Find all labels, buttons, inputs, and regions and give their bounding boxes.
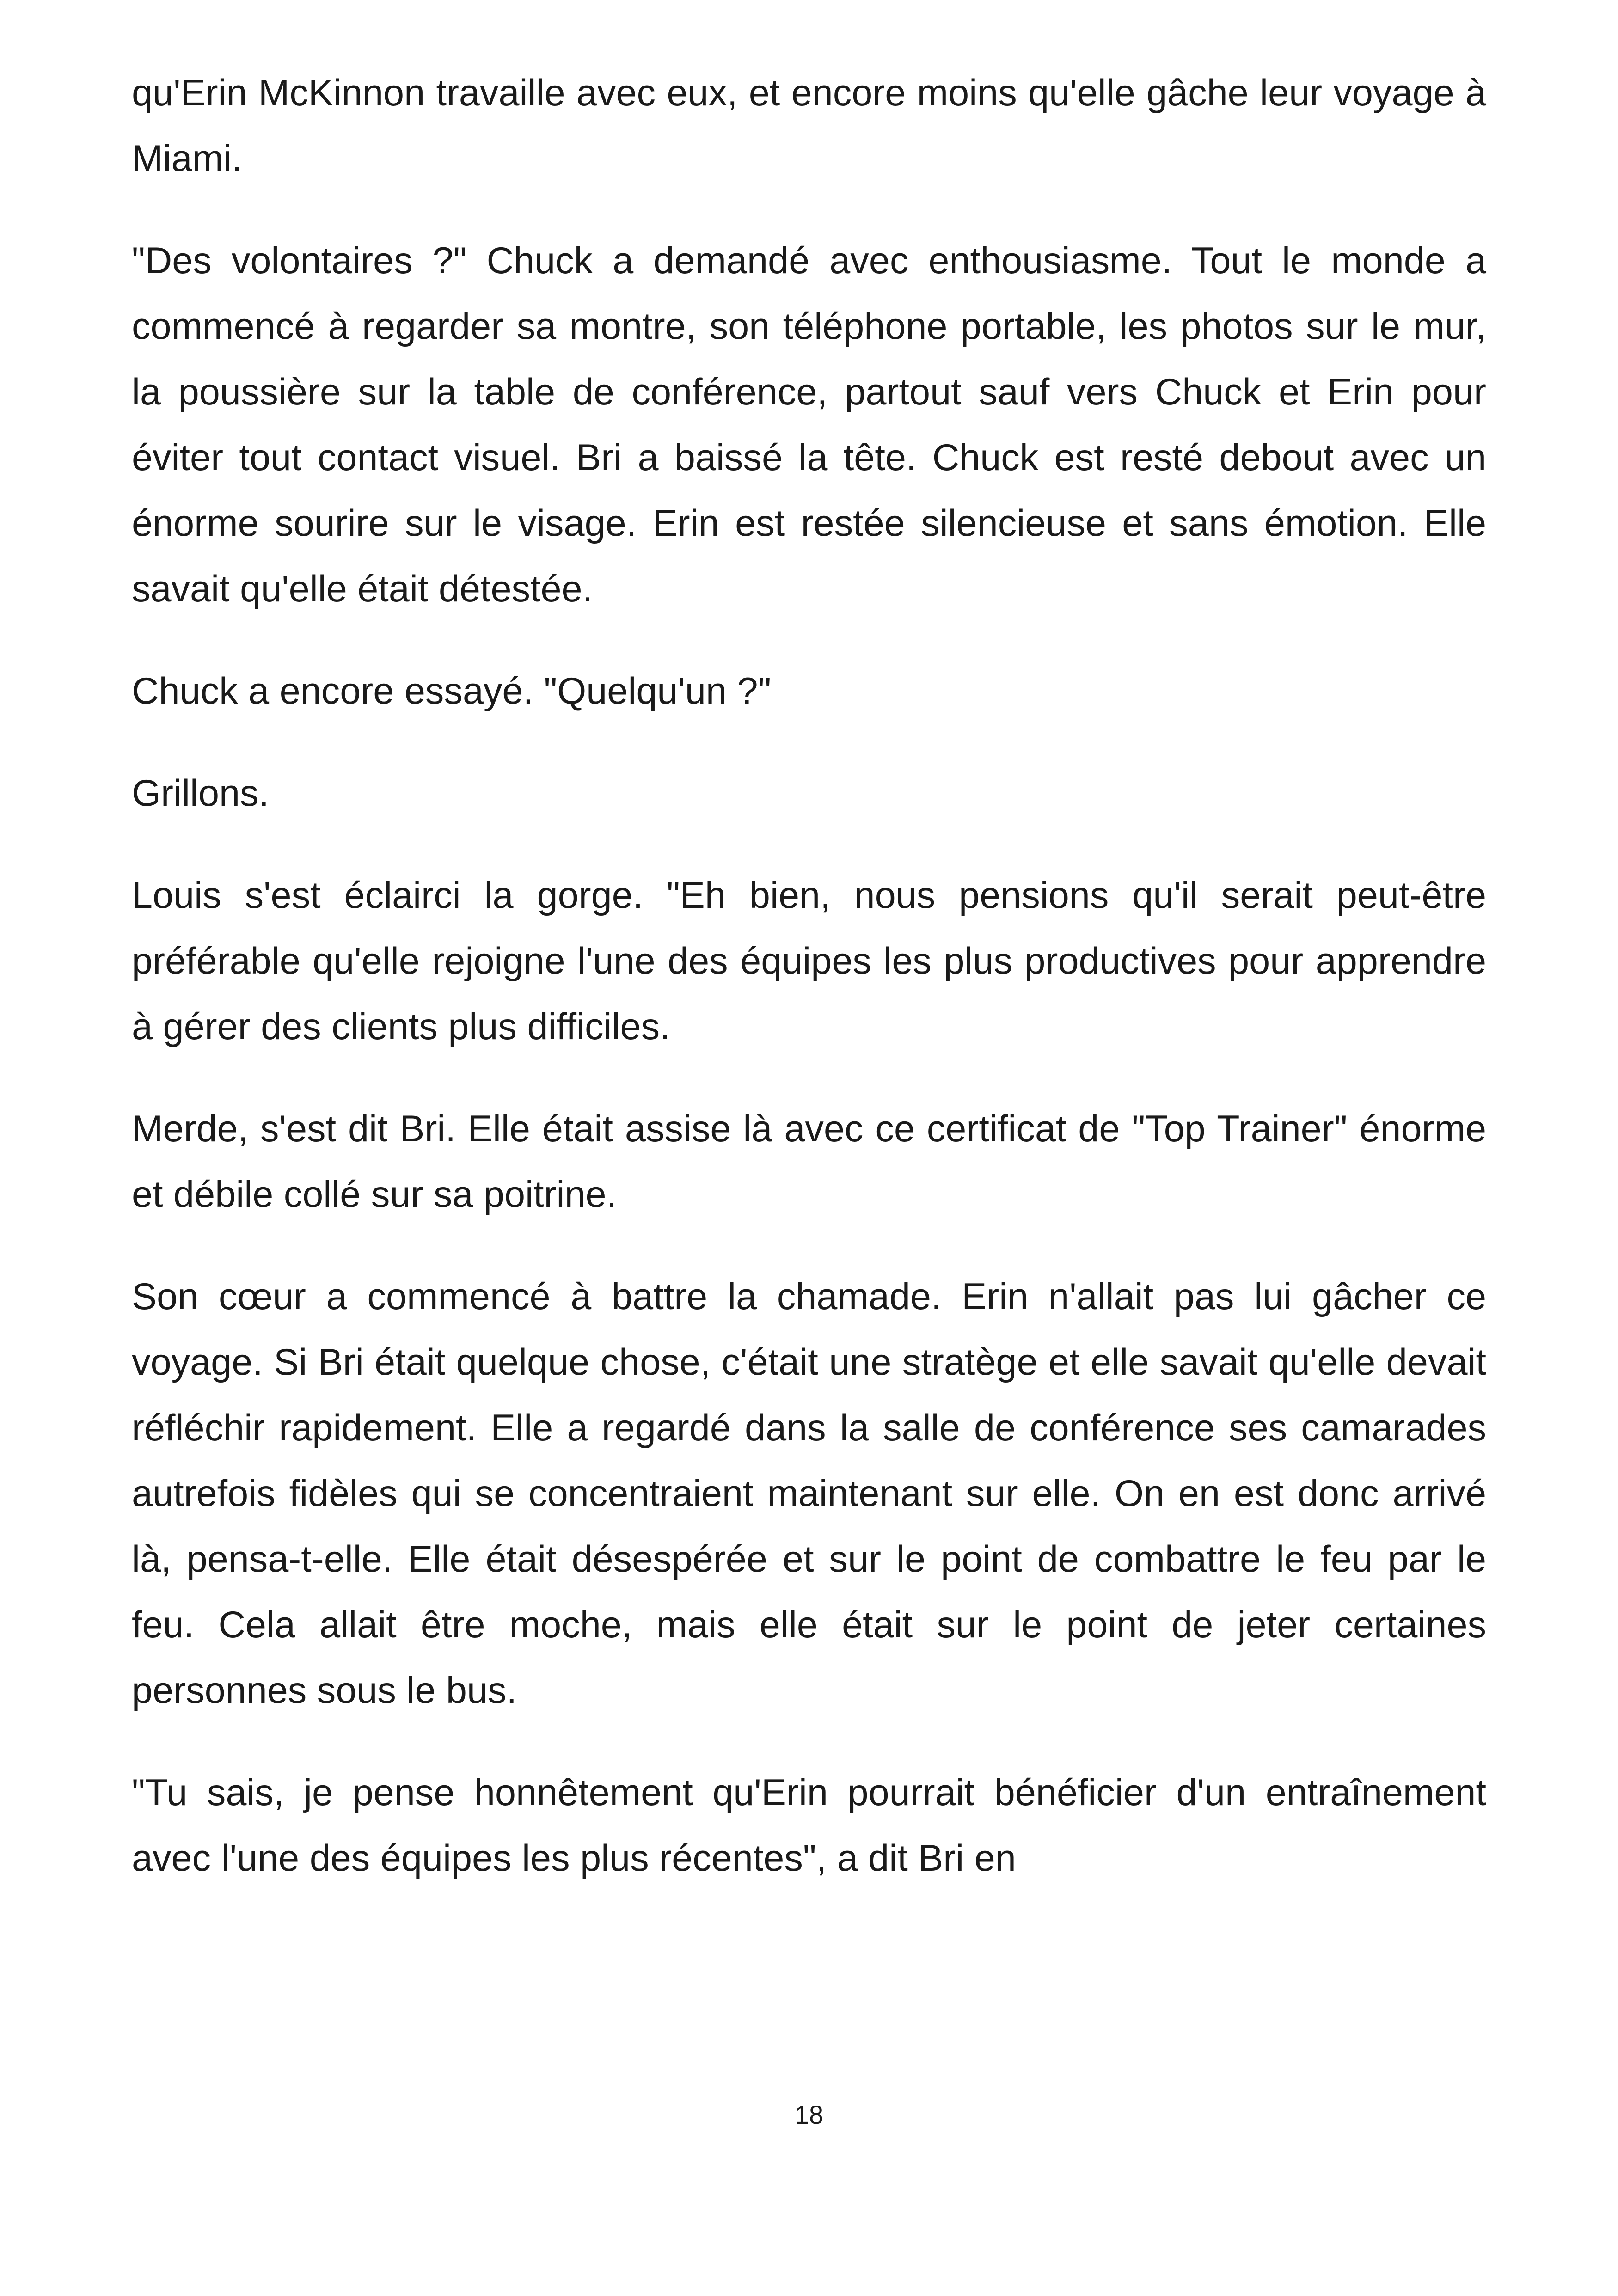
paragraph-6: Merde, s'est dit Bri. Elle était assise là avec ce certificat de "Top Trainer" énorme et débile collé sur sa poitrine.	[132, 1108, 1486, 1215]
paragraph-4: Grillons.	[132, 772, 270, 814]
body-text	[132, 60, 1486, 1891]
page-number: 18	[794, 2100, 824, 2129]
paragraph-2: "Des volontaires ?" Chuck a demandé avec enthousiasme. Tout le monde a commencé à regarder sa montre, son téléphone portable, les photos sur le mur, la poussière sur la table de conférence, partout sauf vers Chuck et Erin pour éviter tout contact visuel. Bri a baissé la tête. Chuck est resté debout avec un énorme sourire sur le visage. Erin est restée silencieuse et sans émotion. Elle savait qu'elle était détestée.	[132, 240, 1486, 610]
paragraph-5: Louis s'est éclairci la gorge. "Eh bien, nous pensions qu'il serait peut-être préférable qu'elle rejoigne l'une des équipes les plus productives pour apprendre à gérer des clients plus difficiles.	[132, 875, 1486, 1047]
paragraph-1: qu'Erin McKinnon travaille avec eux, et encore moins qu'elle gâche leur voyage à Miami.	[132, 72, 1486, 179]
paragraph-7: Son cœur a commencé à battre la chamade. Erin n'allait pas lui gâcher ce voyage. Si Bri était quelque chose, c'était une stratège et elle savait qu'elle devait réfléchir rapidement. Elle a regardé dans la salle de conférence ses camarades autrefois fidèles qui se concentraient maintenant sur elle. On en est donc arrivé là, pensa-t-elle. Elle était désespérée et sur le point de combattre le feu par le feu. Cela allait être moche, mais elle était sur le point de jeter certaines personnes sous le bus.	[132, 1276, 1486, 1711]
paragraph-8: "Tu sais, je pense honnêtement qu'Erin pourrait bénéficier d'un entraînement avec l'une des équipes les plus récentes", a dit Bri en	[132, 1772, 1486, 1879]
paragraph-3: Chuck a encore essayé. "Quelqu'un ?"	[132, 670, 772, 712]
